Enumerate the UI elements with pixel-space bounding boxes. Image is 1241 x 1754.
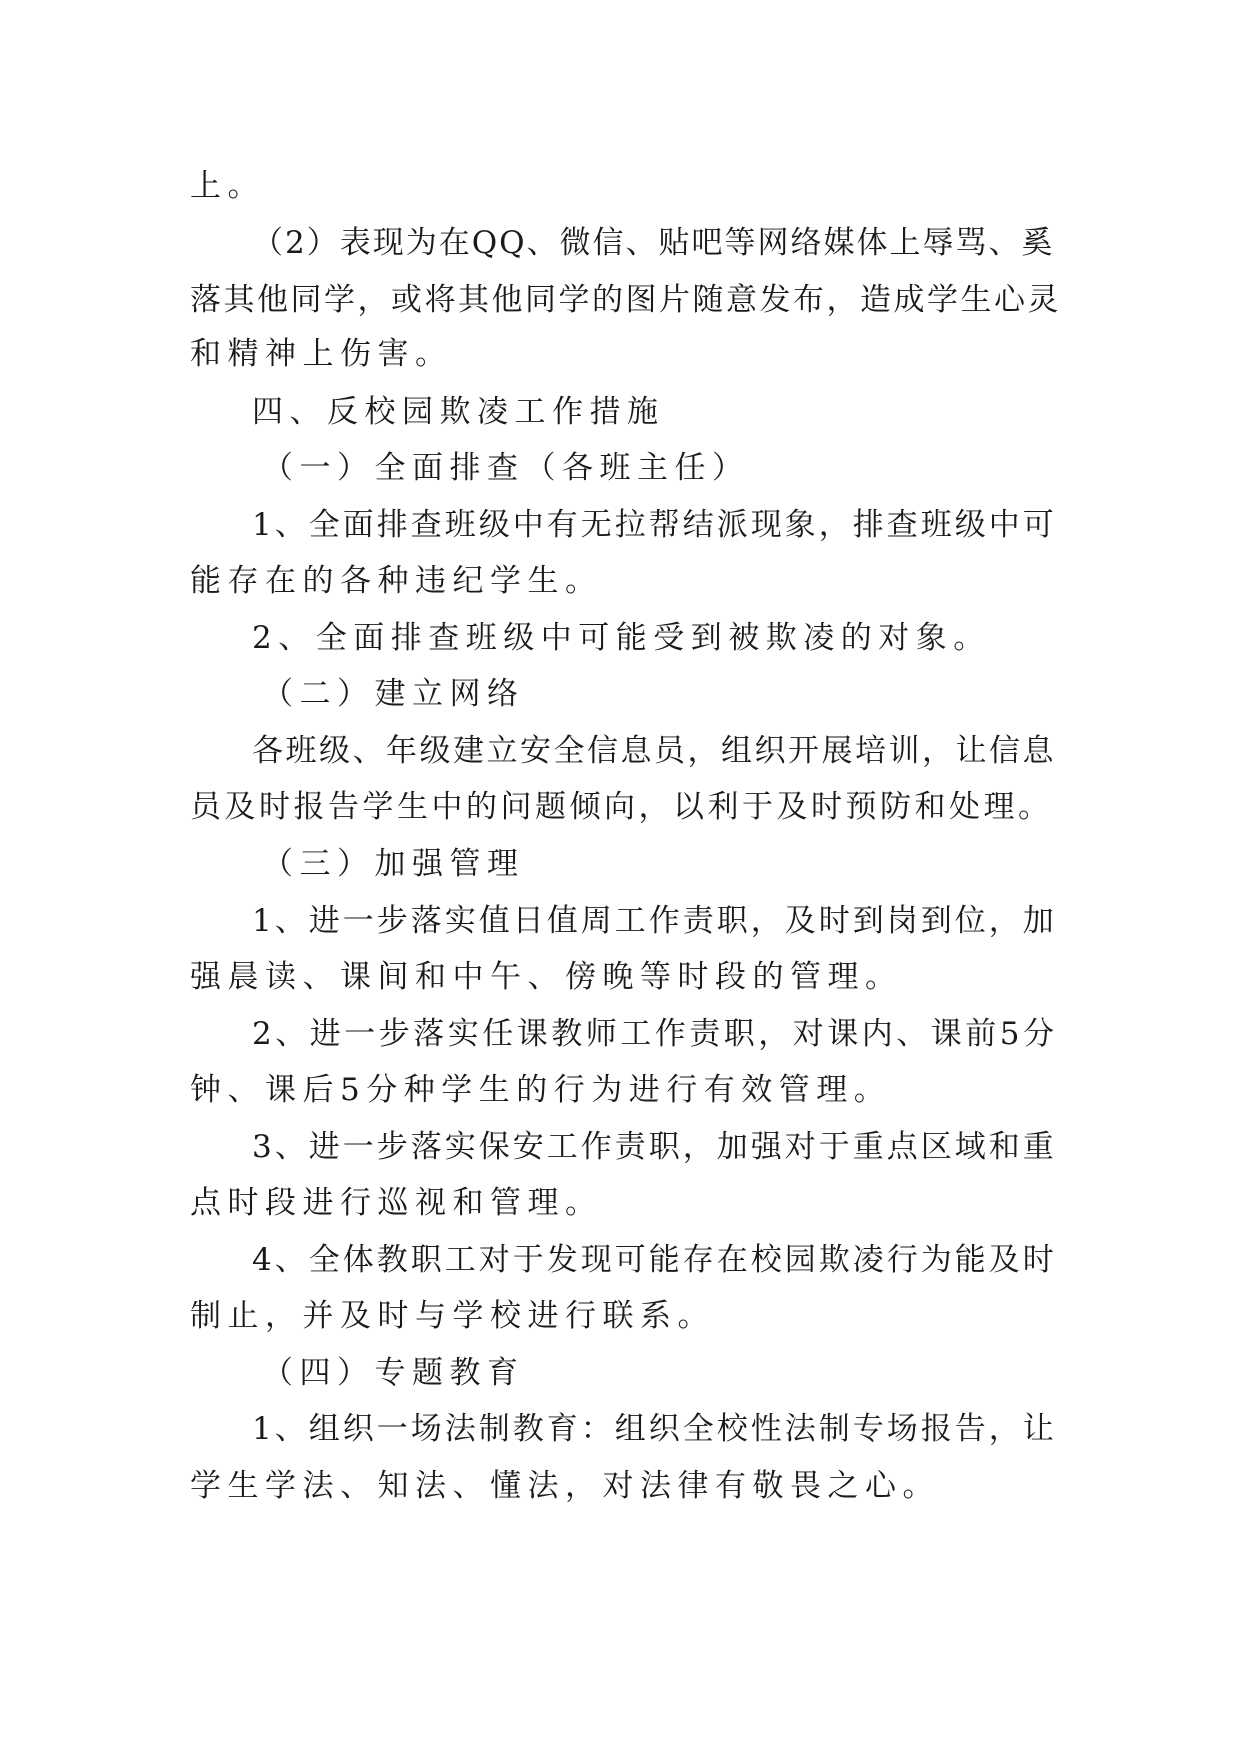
- body-line: 强晨读、课间和中午、傍晚等时段的管理。: [190, 959, 903, 995]
- subsection-heading: （一）全面排查（各班主任）: [262, 450, 750, 486]
- paragraph-first-line: （2）表现为在QQ、微信、贴吧等网络媒体上辱骂、奚: [252, 225, 1055, 261]
- paragraph-first-line: 1、进一步落实值日值周工作责职，及时到岗到位，加: [252, 903, 1057, 939]
- paragraph-first-line: 1、组织一场法制教育：组织全校性法制专场报告，让: [252, 1411, 1057, 1447]
- paragraph-first-line: 各班级、年级建立安全信息员，组织开展培训，让信息: [252, 733, 1056, 769]
- body-line: 上。: [190, 168, 265, 204]
- subsection-heading: （三）加强管理: [262, 846, 525, 882]
- paragraph-first-line: 3、进一步落实保安工作责职，加强对于重点区域和重: [252, 1129, 1057, 1165]
- body-line: 落其他同学，或将其他同学的图片随意发布，造成学生心灵: [190, 282, 1061, 318]
- paragraph-first-line: 4、全体教职工对于发现可能存在校园欺凌行为能及时: [252, 1242, 1057, 1278]
- paragraph-first-line: 1、全面排查班级中有无拉帮结派现象，排查班级中可: [252, 507, 1057, 543]
- body-line: 员及时报告学生中的问题倾向，以利于及时预防和处理。: [190, 789, 1053, 825]
- body-line: 能存在的各种违纪学生。: [190, 563, 603, 599]
- subsection-heading: （二）建立网络: [262, 676, 525, 712]
- body-line: 点时段进行巡视和管理。: [190, 1185, 603, 1221]
- paragraph-first-line: 2、进一步落实任课教师工作责职，对课内、课前5分: [252, 1016, 1058, 1052]
- paragraph-first-line: 2、全面排查班级中可能受到被欺凌的对象。: [252, 620, 991, 656]
- body-line: 制止，并及时与学校进行联系。: [190, 1298, 715, 1334]
- body-line: 和精神上伤害。: [190, 336, 453, 372]
- subsection-heading: （四）专题教育: [262, 1355, 525, 1391]
- body-line: 学生学法、知法、懂法，对法律有敬畏之心。: [190, 1468, 940, 1504]
- body-line: 钟、课后5分种学生的行为进行有效管理。: [190, 1072, 892, 1108]
- section-heading: 四、反校园欺凌工作措施: [252, 394, 665, 430]
